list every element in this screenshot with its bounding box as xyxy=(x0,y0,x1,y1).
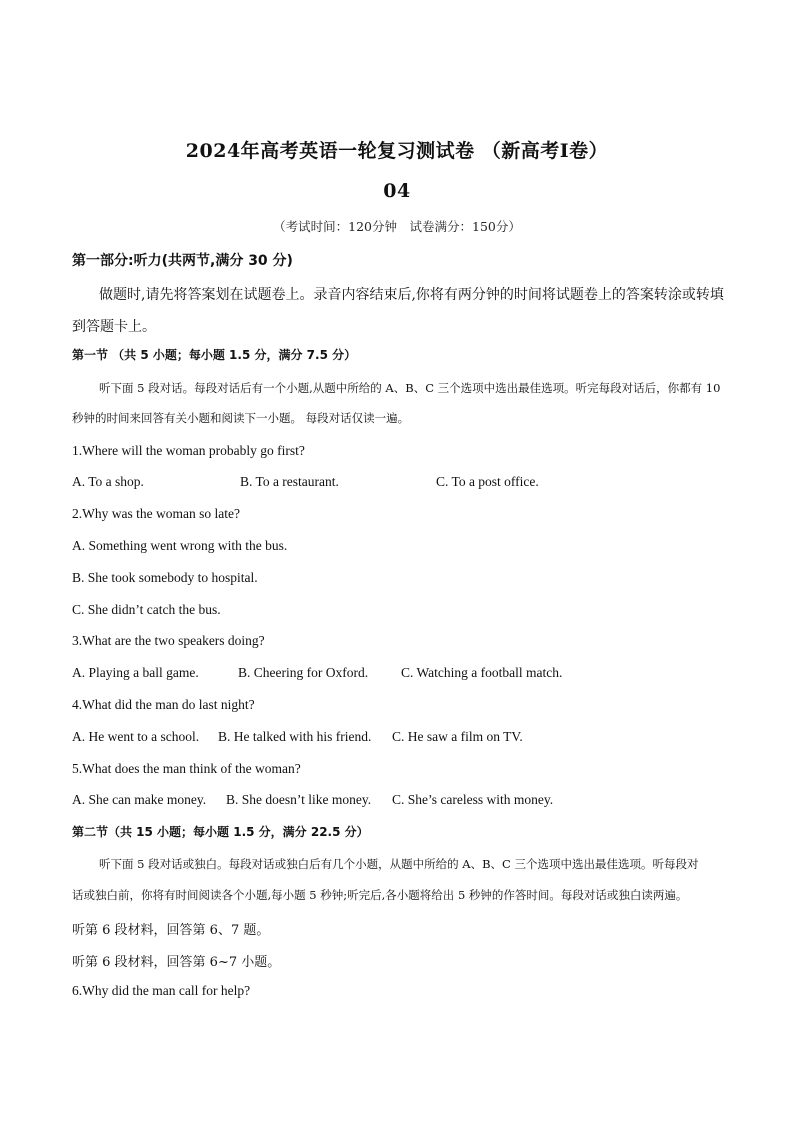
part1-instruction-line2: 到答题卡上。 xyxy=(72,319,156,335)
material-instruction-2: 听第 6 段材料，回答第 6~7 小题。 xyxy=(72,955,281,970)
exam-number: 04 xyxy=(383,180,411,202)
question-3-option-b[interactable]: B. Cheering for Oxford. xyxy=(238,665,369,680)
section2-instruction-line1: 听下面 5 段对话或独白。每段对话或独白后有几个小题，从题中所给的 A、B、C 三个选项中选出最佳选项。听每段对 xyxy=(99,857,699,871)
section1-heading: 第一节 （共 5 小题；每小题 1.5 分，满分 7.5 分） xyxy=(72,348,357,362)
exam-title: 2024年高考英语一轮复习测试卷 （新高考Ⅰ卷） xyxy=(185,140,609,162)
part1-instruction-line1: 做题时,请先将答案划在试题卷上。录音内容结束后,你将有两分钟的时间将试题卷上的答案转涂或转填 xyxy=(99,287,724,303)
question-4-stem: 4.What did the man do last night? xyxy=(72,697,255,712)
question-1-stem: 1.Where will the woman probably go first? xyxy=(72,443,305,458)
question-2-stem: 2.Why was the woman so late? xyxy=(72,506,240,521)
question-5-stem: 5.What does the man think of the woman? xyxy=(72,761,301,776)
question-2-option-b[interactable]: B. She took somebody to hospital. xyxy=(72,570,258,585)
question-4-option-a[interactable]: A. He went to a school. xyxy=(72,729,200,744)
section1-instruction-line2: 秒钟的时间来回答有关小题和阅读下一小题。 每段对话仅读一遍。 xyxy=(72,411,410,425)
question-4-option-c[interactable]: C. He saw a film on TV. xyxy=(392,729,523,744)
question-5-option-c[interactable]: C. She’s careless with money. xyxy=(392,792,554,807)
question-5-option-a[interactable]: A. She can make money. xyxy=(72,792,207,807)
section2-instruction-line2: 话或独白前，你将有时间阅读各个小题,每小题 5 秒钟;听完后,各小题将给出 5 秒钟的作答时间。每段对话或独白读两遍。 xyxy=(72,888,688,902)
material-instruction-1: 听第 6 段材料，回答第 6、7 题。 xyxy=(72,923,270,938)
question-1-option-a[interactable]: A. To a shop. xyxy=(72,474,144,489)
question-1-option-b[interactable]: B. To a restaurant. xyxy=(240,474,339,489)
question-3-option-c[interactable]: C. Watching a football match. xyxy=(401,665,563,680)
question-6-stem: 6.Why did the man call for help? xyxy=(72,983,251,998)
exam-info: （考试时间：120分钟 试卷满分：150分） xyxy=(273,219,521,234)
question-1-option-c[interactable]: C. To a post office. xyxy=(436,474,539,489)
section1-instruction-line1: 听下面 5 段对话。每段对话后有一个小题,从题中所给的 A、B、C 三个选项中选出最佳选项。听完每段对话后，你都有 10 xyxy=(99,381,721,395)
question-3-option-a[interactable]: A. Playing a ball game. xyxy=(72,665,199,680)
section2-heading: 第二节（共 15 小题；每小题 1.5 分，满分 22.5 分） xyxy=(72,825,369,839)
question-2-option-c[interactable]: C. She didn’t catch the bus. xyxy=(72,602,221,617)
question-5-option-b[interactable]: B. She doesn’t like money. xyxy=(226,792,372,807)
question-3-stem: 3.What are the two speakers doing? xyxy=(72,633,265,648)
question-4-option-b[interactable]: B. He talked with his friend. xyxy=(218,729,372,744)
question-2-option-a[interactable]: A. Something went wrong with the bus. xyxy=(72,538,288,553)
part1-heading: 第一部分:听力(共两节,满分 30 分) xyxy=(72,253,293,269)
